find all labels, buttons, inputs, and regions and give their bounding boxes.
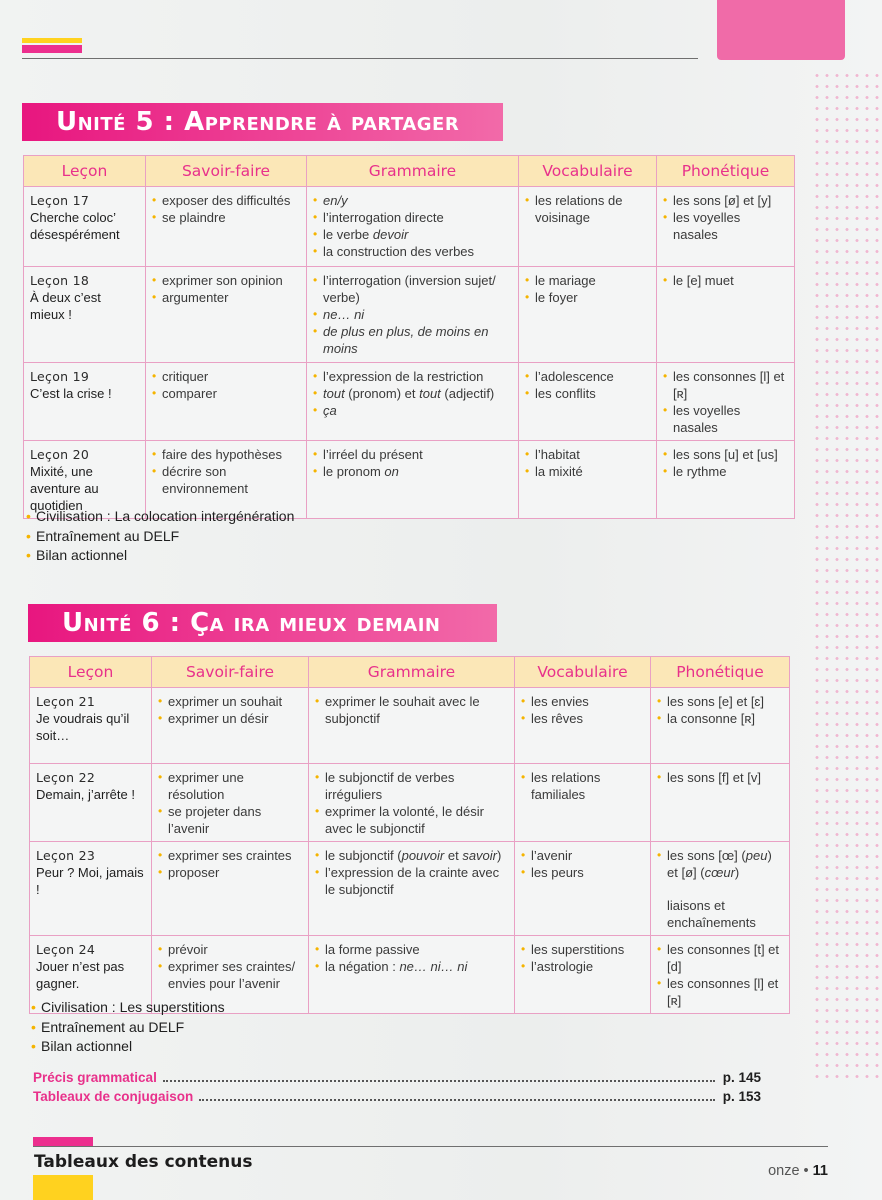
savoir-cell	[152, 688, 309, 764]
unit6-extras	[31, 999, 225, 1058]
list-item: • exprimer un désir	[158, 710, 302, 727]
bottom-pink-bar	[33, 1137, 93, 1146]
list-item: • les sons [u] et [us]	[663, 446, 788, 463]
grammaire-cell	[307, 187, 519, 267]
vocabulaire-cell	[515, 764, 651, 842]
lesson-code: Leçon 18	[30, 273, 90, 288]
top-pink-bar	[22, 45, 82, 53]
header-grammaire: Grammaire	[309, 657, 515, 688]
lesson-title: Peur ? Moi, jamais !	[36, 865, 144, 897]
toc-page: p. 153	[722, 1089, 761, 1104]
list-item: • la négation : ne… ni… ni	[315, 958, 508, 975]
list-item: • exprimer un souhait	[158, 693, 302, 710]
list-item: • exprimer une résolution	[158, 769, 302, 803]
lesson-code: Leçon 22	[36, 770, 96, 785]
list-item: • l’expression de la crainte avec le subjonctif	[315, 864, 508, 898]
header-grammaire: Grammaire	[307, 156, 519, 187]
list-item: • de plus en plus, de moins en moins	[313, 323, 512, 357]
grammaire-cell	[309, 842, 515, 936]
extra-item: • Entraînement au DELF	[26, 528, 294, 548]
list-item: liaisons et enchaînements	[667, 898, 756, 930]
unit5-table	[23, 155, 795, 519]
list-item: • proposer	[158, 864, 302, 881]
phonetique-cell	[651, 842, 790, 936]
lesson-cell	[30, 764, 152, 842]
list-item: • les conflits	[525, 385, 650, 402]
list-item: • le foyer	[525, 289, 650, 306]
lesson-title: À deux c’est mieux !	[30, 290, 101, 322]
table-row	[24, 267, 795, 363]
lesson-code: Leçon 19	[30, 369, 90, 384]
list-item: • l’astrologie	[521, 958, 644, 975]
phonetique-cell	[651, 764, 790, 842]
table-row	[30, 688, 790, 764]
header-lecon: Leçon	[30, 657, 152, 688]
list-item: • les relations de voisinage	[525, 192, 650, 226]
toc-entry-precis[interactable]	[33, 1070, 761, 1085]
lesson-cell	[24, 267, 146, 363]
list-item: • le verbe devoir	[313, 226, 512, 243]
phonetique-cell	[657, 363, 795, 441]
unit6-table	[29, 656, 790, 1014]
vocabulaire-cell	[519, 363, 657, 441]
list-item: • la mixité	[525, 463, 650, 480]
phonetique-cell	[657, 187, 795, 267]
list-item: • les sons [e] et [ɛ]	[657, 693, 783, 710]
savoir-cell	[146, 441, 307, 519]
header-vocabulaire: Vocabulaire	[515, 657, 651, 688]
toc-label: Tableaux de conjugaison	[33, 1089, 194, 1104]
phonetique-cell	[657, 441, 795, 519]
decorative-dots	[812, 70, 882, 1080]
phonetique-cell	[657, 267, 795, 363]
list-item: • se projeter dans l’avenir	[158, 803, 302, 837]
table-row	[24, 441, 795, 519]
list-item: • les superstitions	[521, 941, 644, 958]
header-savoir-faire: Savoir-faire	[146, 156, 307, 187]
lesson-cell	[24, 187, 146, 267]
lesson-cell	[30, 688, 152, 764]
unit6-header-row	[30, 657, 790, 688]
list-item: • le mariage	[525, 272, 650, 289]
extra-item: • Bilan actionnel	[31, 1038, 225, 1058]
list-item: • exposer des difficultés	[152, 192, 300, 209]
extra-item: • Civilisation : Les superstitions	[31, 999, 225, 1019]
toc-leader	[199, 1099, 714, 1101]
list-item: • le subjonctif (pouvoir et savoir)	[315, 847, 508, 864]
list-item: • les consonnes [t] et [d]	[657, 941, 783, 975]
list-item: • le pronom on	[313, 463, 512, 480]
table-row	[24, 363, 795, 441]
lesson-title: C’est la crise !	[30, 386, 112, 401]
list-item: • les consonnes [l] et [ʀ]	[663, 368, 788, 402]
lesson-title: Je voudrais qu’il soit…	[36, 711, 130, 743]
list-item: • se plaindre	[152, 209, 300, 226]
list-item: • exprimer le souhait avec le subjonctif	[315, 693, 508, 727]
vocabulaire-cell	[519, 267, 657, 363]
list-item: • les consonnes [l] et [ʀ]	[657, 975, 783, 1009]
table-row	[30, 842, 790, 936]
list-item: • le [e] muet	[663, 272, 788, 289]
list-item: • la forme passive	[315, 941, 508, 958]
savoir-cell	[152, 842, 309, 936]
top-rule	[22, 58, 698, 59]
savoir-cell	[146, 267, 307, 363]
toc-page: p. 145	[722, 1070, 761, 1085]
unit5-extras	[26, 508, 294, 567]
header-phonetique: Phonétique	[651, 657, 790, 688]
extra-item: • Bilan actionnel	[26, 547, 294, 567]
phonetique-cell	[651, 688, 790, 764]
table-row	[30, 764, 790, 842]
header-vocabulaire: Vocabulaire	[519, 156, 657, 187]
grammaire-cell	[309, 764, 515, 842]
list-item: • les voyelles nasales	[663, 209, 788, 243]
lesson-title: Mixité, une aventure au quotidien	[30, 464, 99, 513]
list-item: • prévoir	[158, 941, 302, 958]
lesson-code: Leçon 23	[36, 848, 96, 863]
list-item: • la construction des verbes	[313, 243, 512, 260]
lesson-title: Cherche coloc’ désespérément	[30, 210, 120, 242]
list-item: • l’habitat	[525, 446, 650, 463]
list-item: • les envies	[521, 693, 644, 710]
list-item: • l’adolescence	[525, 368, 650, 385]
unit6-banner: Unité 6 : Ça ira mieux demain	[28, 604, 497, 642]
toc-label: Précis grammatical	[33, 1070, 157, 1085]
list-item: • l’interrogation directe	[313, 209, 512, 226]
vocabulaire-cell	[519, 441, 657, 519]
header-savoir-faire: Savoir-faire	[152, 657, 309, 688]
lesson-code: Leçon 17	[30, 193, 90, 208]
savoir-cell	[146, 363, 307, 441]
list-item: • exprimer ses craintes/ envies pour l’avenir	[158, 958, 302, 992]
bottom-rule	[33, 1146, 828, 1147]
list-item: • exprimer son opinion	[152, 272, 300, 289]
lesson-cell	[24, 363, 146, 441]
list-item: • les sons [ø] et [y]	[663, 192, 788, 209]
lesson-code: Leçon 24	[36, 942, 96, 957]
list-item: • l’avenir	[521, 847, 644, 864]
grammaire-cell	[307, 441, 519, 519]
grammaire-cell	[307, 267, 519, 363]
list-item: • exprimer la volonté, le désir avec le subjonctif	[315, 803, 508, 837]
lesson-cell	[30, 842, 152, 936]
list-item: • argumenter	[152, 289, 300, 306]
list-item: • les voyelles nasales	[663, 402, 788, 436]
phonetique-cell	[651, 936, 790, 1014]
savoir-cell	[152, 764, 309, 842]
list-item: • exprimer ses craintes	[158, 847, 302, 864]
toc-leader	[163, 1080, 715, 1082]
list-item: • les relations familiales	[521, 769, 644, 803]
vocabulaire-cell	[515, 842, 651, 936]
lesson-cell	[24, 441, 146, 519]
grammaire-cell	[309, 688, 515, 764]
top-yellow-bar	[22, 38, 82, 43]
list-item: • faire des hypothèses	[152, 446, 300, 463]
extra-item: • Entraînement au DELF	[31, 1019, 225, 1039]
list-item: • ça	[313, 402, 512, 419]
list-item: • les sons [œ] (peu) et [ø] (cœur)	[657, 847, 783, 881]
extra-item: • Civilisation : La colocation intergénération	[26, 508, 294, 528]
lesson-code: Leçon 20	[30, 447, 90, 462]
list-item: • en/y	[313, 192, 512, 209]
list-item: • les sons [f] et [v]	[657, 769, 783, 786]
list-item: • le subjonctif de verbes irréguliers	[315, 769, 508, 803]
list-item: • l’interrogation (inversion sujet/ verbe)	[313, 272, 512, 306]
list-item: • ne… ni	[313, 306, 512, 323]
list-item: • les rêves	[521, 710, 644, 727]
unit5-banner: Unité 5 : Apprendre à partager	[22, 103, 503, 141]
lesson-code: Leçon 21	[36, 694, 96, 709]
vocabulaire-cell	[515, 688, 651, 764]
header-phonetique: Phonétique	[657, 156, 795, 187]
top-pink-tab	[717, 0, 845, 60]
toc-entry-conjugaison[interactable]	[33, 1089, 761, 1104]
lesson-title: Demain, j’arrête !	[36, 787, 135, 802]
list-item: • l’irréel du présent	[313, 446, 512, 463]
savoir-cell	[146, 187, 307, 267]
bottom-yellow-bar	[33, 1175, 93, 1200]
vocabulaire-cell	[519, 187, 657, 267]
grammaire-cell	[307, 363, 519, 441]
list-item: • tout (pronom) et tout (adjectif)	[313, 385, 512, 402]
unit5-header-row	[24, 156, 795, 187]
footer-title: Tableaux des contenus	[34, 1152, 253, 1172]
table-row	[24, 187, 795, 267]
lesson-title: Jouer n’est pas gagner.	[36, 959, 125, 991]
list-item: • comparer	[152, 385, 300, 402]
list-item: • la consonne [ʀ]	[657, 710, 783, 727]
vocabulaire-cell	[515, 936, 651, 1014]
list-item: • les peurs	[521, 864, 644, 881]
list-item: • l’expression de la restriction	[313, 368, 512, 385]
grammaire-cell	[309, 936, 515, 1014]
page-number: onze • 11	[768, 1163, 828, 1179]
list-item: • critiquer	[152, 368, 300, 385]
list-item: • décrire son environnement	[152, 463, 300, 497]
list-item: • le rythme	[663, 463, 788, 480]
header-lecon: Leçon	[24, 156, 146, 187]
